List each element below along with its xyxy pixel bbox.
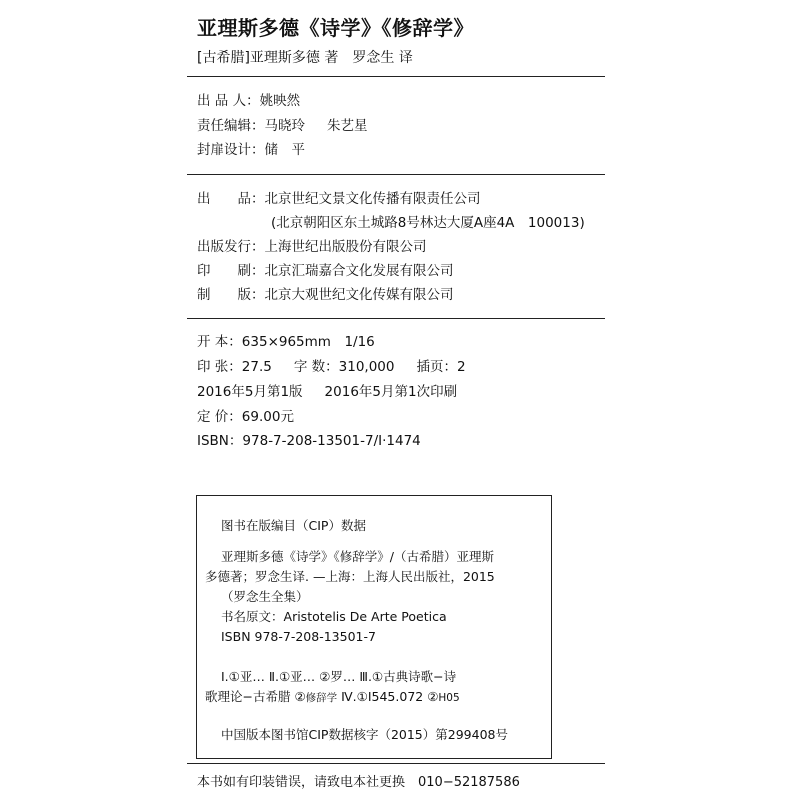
misprint-notice: 本书如有印装错误，请致电本社更换 010−52187586 bbox=[197, 775, 520, 790]
cip-entry-line: 多德著；罗念生译. —上海：上海人民出版社，2015 bbox=[205, 569, 495, 584]
distributor-row bbox=[197, 238, 427, 256]
sheets-row bbox=[197, 358, 466, 376]
sheets-label: 印 张： bbox=[197, 359, 242, 375]
platemaker: 北京大观世纪文化传媒有限公司 bbox=[264, 287, 454, 303]
sheets: 27.5 bbox=[241, 359, 272, 375]
publisher-address: (北京朝阳区东土城路8号林达大厦A座4A 100013) bbox=[271, 215, 585, 231]
publisher-label: 出 品： bbox=[197, 191, 265, 207]
cip-classification-line bbox=[205, 689, 460, 706]
price-row bbox=[197, 408, 294, 426]
byline bbox=[197, 47, 413, 67]
divider bbox=[187, 76, 605, 77]
translator: 罗念生 译 bbox=[352, 50, 413, 66]
platemaker-label: 制 版： bbox=[197, 287, 265, 303]
cover-design-row bbox=[197, 141, 305, 159]
book-title: 亚理斯多德《诗学》《修辞学》 bbox=[197, 16, 474, 40]
words: 310,000 bbox=[338, 359, 395, 375]
format-label: 开 本： bbox=[197, 334, 242, 350]
distributor-label: 出版发行： bbox=[197, 239, 265, 255]
producer-row bbox=[197, 92, 300, 110]
printing: 2016年5月第1次印刷 bbox=[324, 384, 458, 400]
format: 635×965mm 1/16 bbox=[241, 334, 375, 350]
price-label: 定 价： bbox=[197, 409, 242, 425]
producer-label: 出 品 人： bbox=[197, 93, 260, 109]
editors-label: 责任编辑： bbox=[197, 118, 265, 134]
cip-series: （罗念生全集） bbox=[221, 589, 309, 604]
class-text: H05 bbox=[438, 692, 460, 704]
author: [古希腊]亚理斯多德 著 bbox=[197, 50, 339, 66]
printer: 北京汇瑞嘉合文化发展有限公司 bbox=[264, 263, 454, 279]
class-text: 修辞学 bbox=[305, 692, 338, 704]
cip-data-box bbox=[196, 495, 552, 759]
plates: 2 bbox=[456, 359, 466, 375]
cip-classification-line: Ⅰ.①亚… Ⅱ.①亚… ②罗… Ⅲ.①古典诗歌−诗 bbox=[221, 669, 457, 684]
distributor: 上海世纪出版股份有限公司 bbox=[264, 239, 427, 255]
cip-record-number: 中国版本图书馆CIP数据核字（2015）第299408号 bbox=[221, 727, 508, 742]
copyright-page bbox=[181, 0, 611, 800]
edition-row bbox=[197, 383, 457, 401]
original-title-label: 书名原文： bbox=[221, 609, 284, 624]
publisher-row bbox=[197, 190, 481, 208]
plates-label: 插页： bbox=[416, 359, 457, 375]
publisher: 北京世纪文景文化传播有限责任公司 bbox=[264, 191, 481, 207]
divider bbox=[187, 763, 605, 764]
editors-row bbox=[197, 117, 368, 135]
cover-designer: 储 平 bbox=[264, 142, 305, 158]
isbn-row bbox=[197, 432, 421, 450]
class-text: Ⅳ.①I545.072 ② bbox=[337, 689, 439, 704]
format-row bbox=[197, 333, 375, 351]
class-text: 歌理论−古希腊 ② bbox=[205, 689, 306, 704]
platemaker-row bbox=[197, 286, 454, 304]
isbn-label: ISBN： bbox=[197, 433, 243, 449]
producer: 姚映然 bbox=[259, 93, 301, 109]
isbn: 978-7-208-13501-7/I·1474 bbox=[242, 433, 421, 449]
cip-original-title bbox=[221, 609, 447, 625]
cip-entry-line: 亚理斯多德《诗学》《修辞学》/（古希腊）亚理斯 bbox=[221, 549, 494, 564]
price: 69.00元 bbox=[241, 409, 294, 425]
original-title: Aristotelis De Arte Poetica bbox=[283, 609, 447, 624]
cip-isbn: ISBN 978-7-208-13501-7 bbox=[221, 629, 376, 644]
divider bbox=[187, 174, 605, 175]
printer-label: 印 刷： bbox=[197, 263, 265, 279]
editor-1: 马晓玲 bbox=[264, 118, 305, 134]
cip-heading: 图书在版编目（CIP）数据 bbox=[221, 518, 366, 533]
editor-2: 朱艺星 bbox=[327, 118, 368, 134]
cover-label: 封扉设计： bbox=[197, 142, 265, 158]
printer-row bbox=[197, 262, 454, 280]
words-label: 字 数： bbox=[293, 359, 339, 375]
edition: 2016年5月第1版 bbox=[197, 384, 303, 400]
divider bbox=[187, 318, 605, 319]
